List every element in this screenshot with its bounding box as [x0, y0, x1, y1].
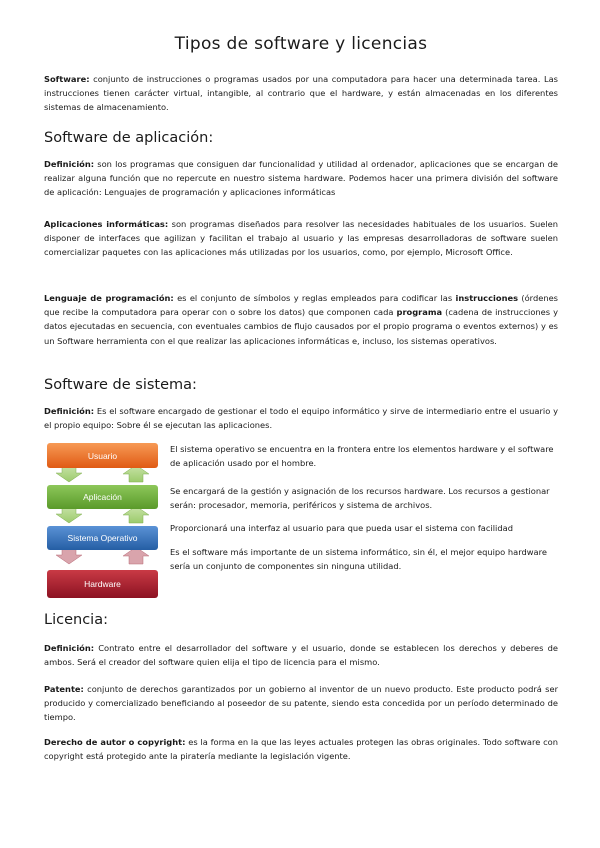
os-point: Es el software más importante de un sistema informático, sin él, el mejor equipo hardware sería un conjunto de componentes sin ninguna utilidad. — [170, 547, 547, 572]
lang-term: Lenguaje de programación: — [44, 293, 174, 303]
layer-label-sistema-operativo: Sistema Operativo — [67, 533, 138, 543]
lang-bold-2: programa — [396, 307, 443, 318]
intro-text: conjunto de instrucciones o programas usados por una computadora para hacer una determinada tarea. Las instrucciones tienen carácter virtual, intangible, al contrario que el hardware, y están almacenadas en los diferentes sistemas de almacenamiento. — [44, 74, 558, 113]
patent-text: conjunto de derechos garantizados por un gobierno al inventor de un nuevo producto. Este producto podrá ser producido y comercializado beneficiando al poseedor de su patente, siendo esta concedida por un período determinado de tiempo. — [44, 684, 558, 723]
app-definition-paragraph — [44, 157, 558, 200]
app-section-heading: Software de aplicación: — [44, 130, 214, 146]
apps-term: Aplicaciones informáticas: — [44, 219, 169, 229]
layer-label-hardware: Hardware — [84, 579, 121, 589]
layer-label-aplicacion: Aplicación — [83, 492, 122, 502]
sys-definition-text: Es el software encargado de gestionar el todo el equipo informático y sirve de intermediario entre el usuario y el propio equipo: Sobre él se ejecutan las aplicaciones. — [44, 406, 558, 431]
sys-definition-paragraph — [44, 404, 558, 432]
copyright-term: Derecho de autor o copyright: — [44, 737, 186, 747]
copyright-text: es la forma en la que las leyes actuales protegen las obras originales. Todo software con copyright está protegido ante la piratería mediante la legislación vigente. — [44, 737, 559, 762]
intro-term: Software: — [44, 74, 90, 84]
sys-definition-term: Definición: — [44, 406, 95, 416]
lang-bold-1: instrucciones — [455, 293, 519, 303]
copyright-paragraph — [44, 735, 558, 763]
lic-definition-paragraph — [44, 641, 558, 669]
lic-section-heading: Licencia: — [44, 612, 108, 628]
lang-paragraph — [44, 291, 558, 348]
page-title: Tipos de software y licencias — [174, 34, 428, 54]
os-point: Proporcionará una interfaz al usuario para que pueda usar el sistema con facilidad — [170, 523, 513, 533]
apps-text: son programas diseñados para resolver las necesidades habituales de los usuarios. Suelen disponer de interfaces que agilizan y facilitan el trabajo al usuario y las empresas desarrolladoras de software suelen comercializar paquetes con las aplicaciones más utilizadas por los usuarios, como, por ejemplo, Microsoft Office. — [44, 219, 559, 258]
intro-paragraph — [44, 72, 558, 115]
lic-definition-term: Definición: — [44, 643, 95, 653]
patent-paragraph — [44, 682, 558, 725]
app-definition-text: son los programas que consiguen dar funcionalidad y utilidad al ordenador, aplicaciones que se encargan de realizar alguna función que no repercute en nuestro sistema hardware. Podemos hacer una primera división del software de aplicación: Lenguajes de programación y aplicaciones informáticas — [44, 159, 558, 198]
software-layers-diagram — [46, 442, 159, 600]
app-definition-term: Definición: — [44, 159, 95, 169]
patent-term: Patente: — [44, 684, 84, 694]
apps-paragraph — [44, 217, 558, 260]
sys-section-heading: Software de sistema: — [44, 377, 197, 393]
lang-text-1: es el conjunto de símbolos y reglas empleados para codificar las — [173, 293, 456, 303]
lic-definition-text: Contrato entre el desarrollador del software y el usuario, donde se establecen los derechos y deberes de ambos. Será el creador del software quien elija el tipo de licencia para el mismo. — [44, 643, 558, 668]
os-point: El sistema operativo se encuentra en la frontera entre los elementos hardware y el software de aplicación usado por el hombre. — [170, 444, 554, 469]
os-point: Se encargará de la gestión y asignación de los recursos hardware. Los recursos a gestionar serán: procesador, memoria, periféricos y sistema de archivos. — [170, 486, 550, 511]
lang-text-2: (órdenes que recibe la computadora para operar con o sobre los datos) que componen cada — [44, 293, 559, 318]
layer-label-usuario: Usuario — [87, 451, 118, 461]
lang-text-3: (cadena de instrucciones y datos ejecutadas en secuencia, con eventuales cambios de flujo causados por el propio programa o eventos externos) y es un Software herramienta con el que realizar las aplicaciones informáticas e, incluso, los sistemas operativos. — [44, 307, 559, 346]
